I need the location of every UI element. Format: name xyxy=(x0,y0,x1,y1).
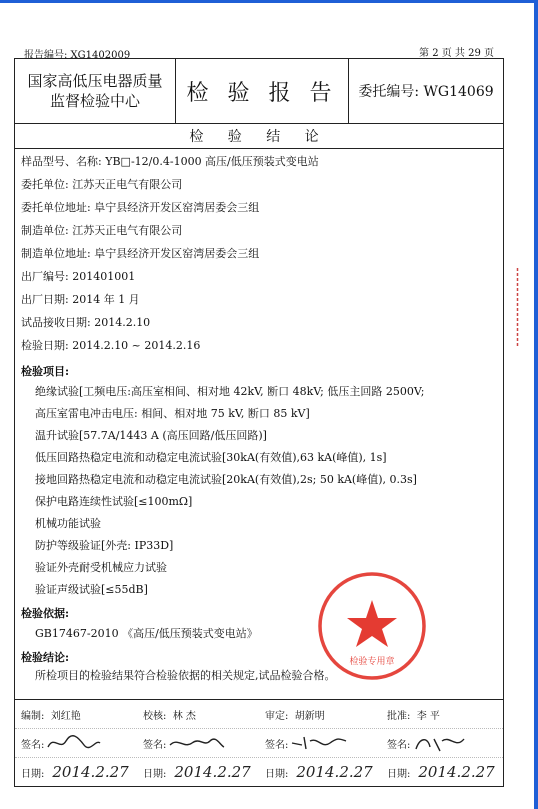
test-item: 保护电路连续性试验[≤100mΩ] xyxy=(35,495,193,508)
official-stamp xyxy=(316,570,428,682)
handwritten-signature xyxy=(410,733,470,753)
info-line: 出厂日期: 2014 年 1 月 xyxy=(21,293,140,306)
basis-title: 检验依据: xyxy=(21,607,70,620)
test-item: 绝缘试验[工频电压:高压室相间、相对地 42kV, 断口 48kV; 低压主回路 2500V; xyxy=(35,385,425,398)
report-box xyxy=(14,58,504,787)
info-line: 制造单位地址: 阜宁县经济开发区窑湾居委会三组 xyxy=(21,247,260,260)
sign-row-dates xyxy=(15,758,503,786)
conclusion-title: 检验结论: xyxy=(21,651,70,664)
test-item: 防护等级验证[外壳: IP33D] xyxy=(35,539,174,552)
sign-cell: 签名: xyxy=(15,733,137,753)
test-item: 高压室雷电冲击电压: 相间、相对地 75 kV, 断口 85 kV] xyxy=(35,407,310,420)
report-number: 报告编号: XG1402009 xyxy=(24,50,131,61)
info-line: 委托单位: 江苏天正电气有限公司 xyxy=(21,178,183,191)
signature-table xyxy=(15,699,503,786)
sign-cell: 日期: 2014.2.27 xyxy=(21,763,129,781)
right-edge xyxy=(534,0,538,809)
sign-cell: 日期: 2014.2.27 xyxy=(143,763,251,781)
info-line: 样品型号、名称: YB□-12/0.4-1000 高压/低压预装式变电站 xyxy=(21,155,319,168)
title-row xyxy=(15,59,503,124)
sign-cell: 日期: 2014.2.27 xyxy=(387,763,495,781)
sign-row-signatures xyxy=(15,729,503,758)
conclusion-text: 所检项目的检验结果符合检验依据的相关规定,试品检验合格。 xyxy=(35,669,336,682)
page-indicator: 第 2 页 共 29 页 xyxy=(419,48,494,59)
items-title: 检验项目: xyxy=(21,365,70,378)
test-item: 接地回路热稳定电流和动稳定电流试验[20kA(有效值),2s; 50 kA(峰值), 0.3s] xyxy=(35,473,417,486)
basis-text: GB17467-2010 《高压/低压预装式变电站》 xyxy=(35,627,258,640)
margin-mark xyxy=(515,268,520,348)
info-line: 委托单位地址: 阜宁县经济开发区窑湾居委会三组 xyxy=(21,201,260,214)
commission-number: 委托编号: WG14069 xyxy=(358,84,494,100)
top-edge xyxy=(0,0,538,3)
test-item: 机械功能试验 xyxy=(35,517,101,530)
svg-text:检验专用章: 检验专用章 xyxy=(349,657,395,667)
handwritten-signature xyxy=(288,733,348,753)
stamp-star-icon xyxy=(347,600,397,647)
handwritten-signature xyxy=(166,733,226,753)
org-line2: 监督检验中心 xyxy=(49,92,140,110)
info-line: 制造单位: 江苏天正电气有限公司 xyxy=(21,224,183,237)
sign-cell: 编制: 刘红艳 xyxy=(21,710,81,722)
info-line: 试品接收日期: 2014.2.10 xyxy=(21,316,151,329)
org-line1: 国家高低压电器质量 xyxy=(27,72,163,90)
sign-cell: 签名: xyxy=(137,733,259,753)
test-item: 验证外壳耐受机械应力试验 xyxy=(35,561,167,574)
handwritten-signature xyxy=(44,733,104,753)
info-line: 检验日期: 2014.2.10 ~ 2014.2.16 xyxy=(21,339,201,352)
report-title: 检 验 报 告 xyxy=(176,59,349,123)
sign-cell: 校核: 林 杰 xyxy=(143,710,196,722)
conclusion-body xyxy=(15,149,503,699)
test-item: 温升试验[57.7A/1443 A (高压回路/低压回路)] xyxy=(35,429,267,442)
sign-cell: 审定: 胡新明 xyxy=(265,710,325,722)
sign-row-roles xyxy=(15,700,503,729)
org-name xyxy=(15,59,176,123)
sign-cell: 签名: xyxy=(381,733,503,753)
sign-cell: 批准: 李 平 xyxy=(387,710,440,722)
sign-cell: 日期: 2014.2.27 xyxy=(265,763,373,781)
test-item: 验证声级试验[≤55dB] xyxy=(35,583,148,596)
section-title: 检 验 结 论 xyxy=(15,124,503,149)
info-line: 出厂编号: 201401001 xyxy=(21,270,136,283)
sign-cell: 签名: xyxy=(259,733,381,753)
test-item: 低压回路热稳定电流和动稳定电流试验[30kA(有效值),63 kA(峰值), 1s] xyxy=(35,451,387,464)
